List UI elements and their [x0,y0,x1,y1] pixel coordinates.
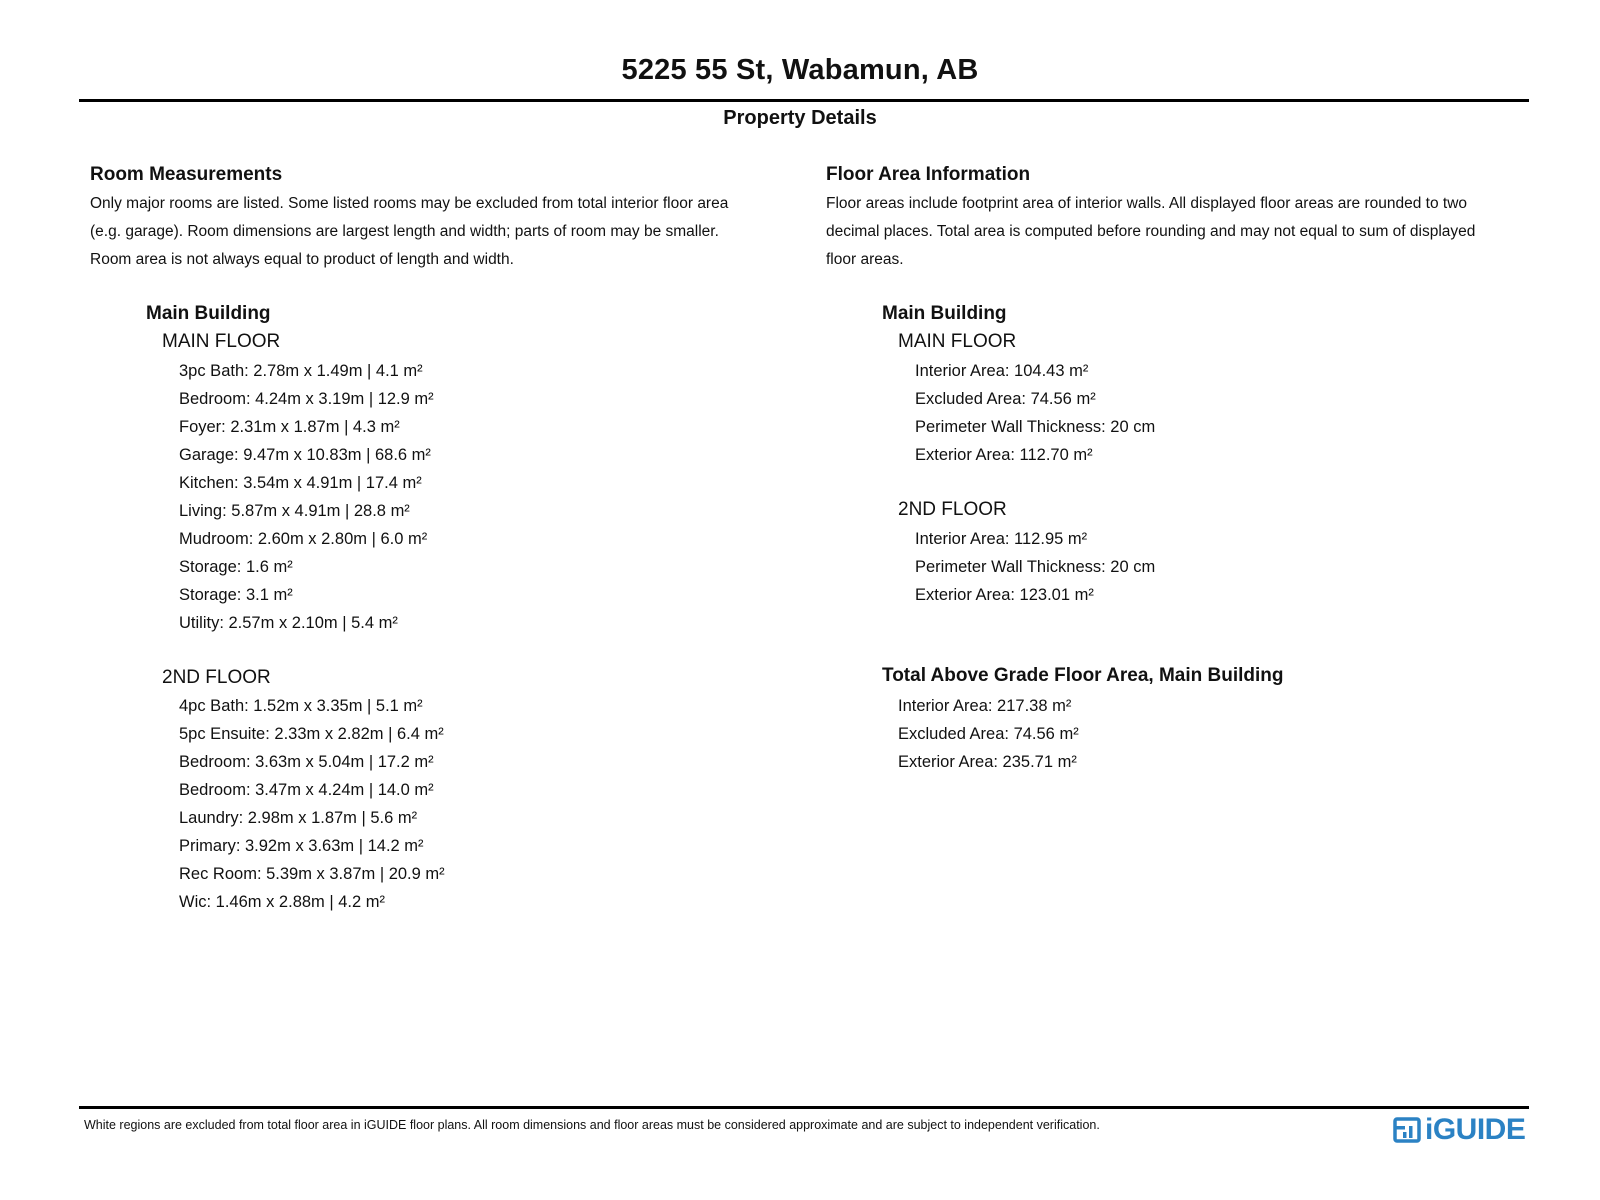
iguide-logo [1393,1113,1525,1147]
iguide-logo-icon [1393,1117,1421,1143]
total-area-list [898,692,1079,776]
area-floor-heading-2nd: 2ND FLOOR [898,499,1007,520]
intro-line: Room area is not always equal to product of length and width. [90,251,514,268]
room-measurements-heading: Room Measurements [90,164,283,185]
page-title: 5225 55 St, Wabamun, AB [621,54,979,86]
rooms-list-main-floor [179,357,434,637]
room-item: Bedroom: 3.47m x 4.24m | 14.0 m² [179,781,434,799]
area-item: Perimeter Wall Thickness: 20 cm [915,558,1156,576]
room-item: Garage: 9.47m x 10.83m | 68.6 m² [179,446,431,464]
room-item: 4pc Bath: 1.52m x 3.35m | 5.1 m² [179,697,423,715]
page-subtitle: Property Details [723,107,877,129]
intro-line: Floor areas include footprint area of interior walls. All displayed floor areas are rounded to two [826,195,1468,212]
area-item: Exterior Area: 123.01 m² [915,586,1094,604]
room-item: Wic: 1.46m x 2.88m | 4.2 m² [179,893,386,911]
area-item: Interior Area: 104.43 m² [915,362,1089,380]
room-item: Bedroom: 3.63m x 5.04m | 17.2 m² [179,753,434,771]
room-item: Laundry: 2.98m x 1.87m | 5.6 m² [179,809,418,827]
room-item: Mudroom: 2.60m x 2.80m | 6.0 m² [179,530,428,548]
rooms-list-2nd-floor [179,692,445,916]
room-item: Kitchen: 3.54m x 4.91m | 17.4 m² [179,474,422,492]
room-item: Storage: 3.1 m² [179,586,293,604]
room-item: 3pc Bath: 2.78m x 1.49m | 4.1 m² [179,362,423,380]
room-item: Rec Room: 5.39m x 3.87m | 20.9 m² [179,865,445,883]
floor-area-heading: Floor Area Information [826,164,1031,185]
room-measurements-intro [90,163,800,274]
room-item: Living: 5.87m x 4.91m | 28.8 m² [179,502,410,520]
intro-line: Only major rooms are listed. Some listed rooms may be excluded from total interior floor area [90,195,729,212]
total-item: Excluded Area: 74.56 m² [898,725,1079,743]
room-item: Bedroom: 4.24m x 3.19m | 12.9 m² [179,390,434,408]
total-item: Interior Area: 217.38 m² [898,697,1072,715]
rooms-floor-heading-main: MAIN FLOOR [162,331,281,352]
total-item: Exterior Area: 235.71 m² [898,753,1077,771]
room-item: Primary: 3.92m x 3.63m | 14.2 m² [179,837,424,855]
area-item: Interior Area: 112.95 m² [915,530,1088,548]
iguide-logo-text: iGUIDE [1425,1113,1526,1146]
area-item: Perimeter Wall Thickness: 20 cm [915,418,1156,436]
rooms-floor-heading-2nd: 2ND FLOOR [162,667,271,688]
footer-disclaimer: White regions are excluded from total floor area in iGUIDE floor plans. All room dimensions and floor areas must be considered approximate and are subject to independent verification. [84,1118,1100,1132]
area-item: Exterior Area: 112.70 m² [915,446,1093,464]
total-area-heading: Total Above Grade Floor Area, Main Building [882,665,1284,686]
title-divider [79,99,1529,102]
rooms-building-heading: Main Building [146,303,271,324]
area-building-heading: Main Building [882,303,1007,324]
room-item: Foyer: 2.31m x 1.87m | 4.3 m² [179,418,400,436]
area-item: Excluded Area: 74.56 m² [915,390,1096,408]
room-item: Storage: 1.6 m² [179,558,293,576]
floor-area-intro [826,163,1546,274]
room-item: Utility: 2.57m x 2.10m | 5.4 m² [179,614,398,632]
intro-line: (e.g. garage). Room dimensions are largest length and width; parts of room may be smaller. [90,223,719,240]
intro-line: floor areas. [826,251,904,268]
footer-divider [79,1106,1529,1109]
intro-line: decimal places. Total area is computed before rounding and may not equal to sum of displayed [826,223,1476,240]
area-list-main-floor [915,357,1155,469]
area-floor-heading-main: MAIN FLOOR [898,331,1017,352]
area-list-2nd-floor [915,525,1155,609]
room-item: 5pc Ensuite: 2.33m x 2.82m | 6.4 m² [179,725,444,743]
